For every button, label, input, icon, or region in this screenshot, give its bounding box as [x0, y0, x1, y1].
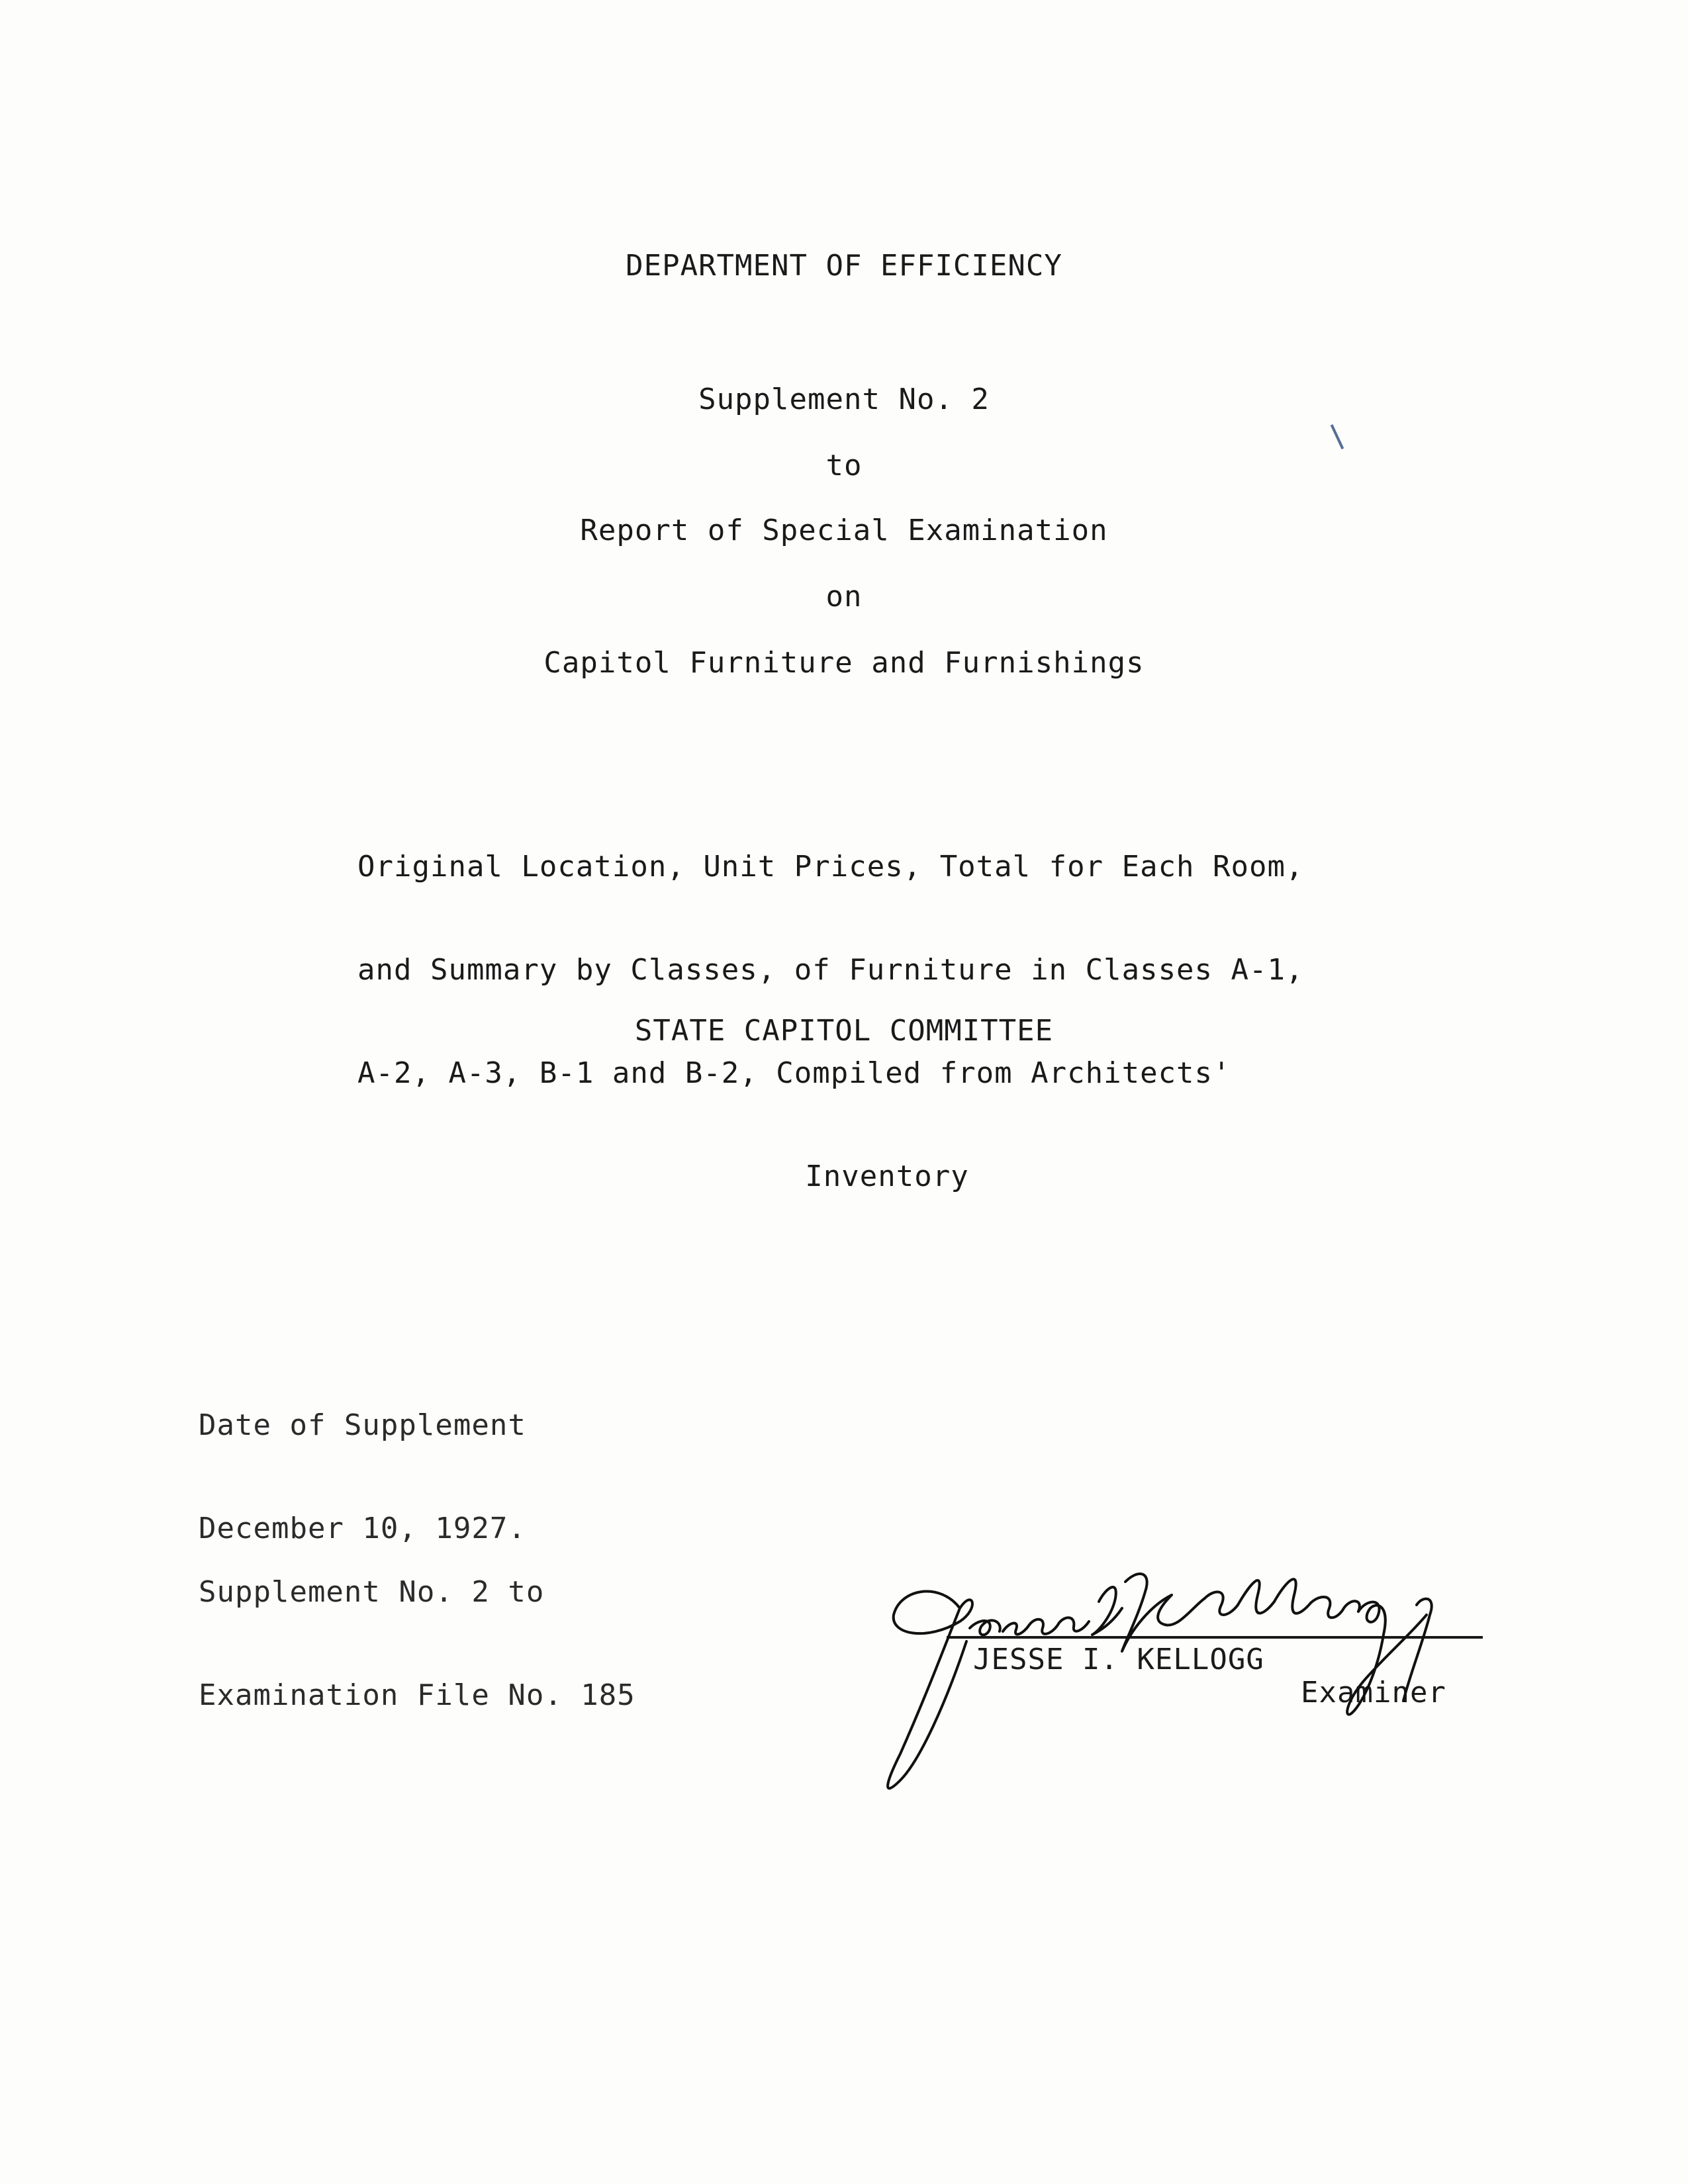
description-line-1: Original Location, Unit Prices, Total for Each Room,: [357, 850, 1304, 884]
file-line-1: Supplement No. 2 to: [199, 1575, 545, 1609]
connector-on: on: [825, 580, 863, 614]
department-heading: DEPARTMENT OF EFFICIENCY: [626, 249, 1062, 283]
description-line-4: Inventory: [805, 1160, 969, 1193]
signatory-name: JESSE I. KELLOGG: [973, 1643, 1264, 1676]
signatory-title: Examiner: [1301, 1676, 1446, 1709]
file-block: [199, 1506, 635, 1782]
signature-block: [861, 1542, 1523, 1794]
description-line-2: and Summary by Classes, of Furniture in Classes A-1,: [357, 953, 1304, 987]
handwritten-signature-icon: [861, 1542, 1523, 1794]
subject-title: Capitol Furniture and Furnishings: [543, 646, 1145, 680]
file-line-2: Examination File No. 185: [199, 1678, 635, 1712]
report-title: Report of Special Examination: [580, 514, 1108, 547]
description-line-3: A-2, A-3, B-1 and B-2, Compiled from Architects': [357, 1056, 1231, 1090]
date-label: Date of Supplement: [199, 1408, 526, 1442]
date-value: December 10, 1927.: [199, 1512, 526, 1545]
supplement-title: Supplement No. 2: [698, 383, 990, 416]
committee-name: STATE CAPITOL COMMITTEE: [634, 1014, 1054, 1048]
connector-to: to: [825, 449, 863, 482]
stray-pen-mark: [1331, 424, 1344, 449]
